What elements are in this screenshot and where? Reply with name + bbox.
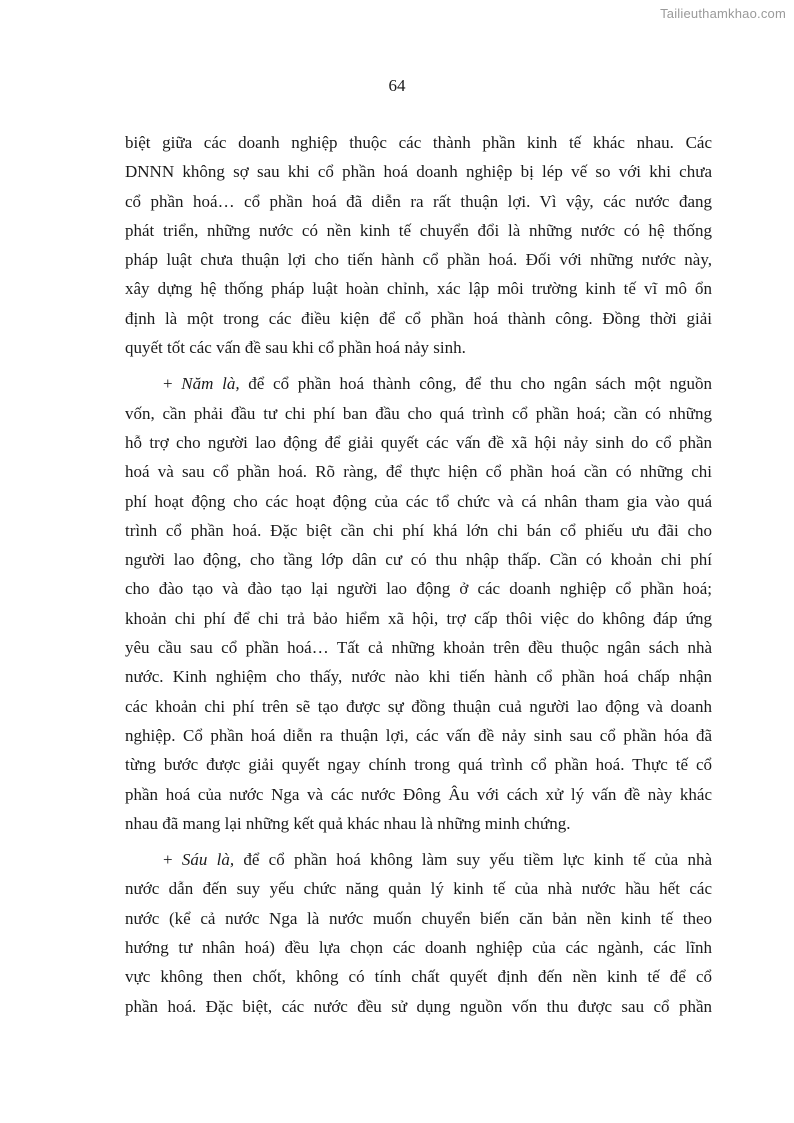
text-line: yêu cầu sau cổ phần hoá… Tất cả những khoản trên đều thuộc ngân sách nhà — [125, 638, 712, 658]
text-line: nước. Kinh nghiệm cho thấy, nước nào khi tiến hành cổ phần hoá chấp nhận — [125, 667, 712, 687]
text-line: hoá và sau cổ phần hoá. Rõ ràng, để thực hiện cổ phần hoá cần có những chi — [125, 462, 712, 482]
text-line: phần hoá. Đặc biệt, các nước đều sử dụng nguồn vốn thu được sau cổ phần — [125, 996, 712, 1016]
document-body — [125, 128, 712, 1021]
text-line: phần hoá của nước Nga và các nước Đông Âu với cách xử lý vấn đề này khác — [125, 784, 712, 804]
text-run: để cổ phần hoá thành công, để thu cho ngân sách một nguồn — [239, 374, 712, 394]
text-line — [125, 369, 712, 398]
text-line: hỗ trợ cho người lao động để giải quyết các vấn đề xã hội nảy sinh do cổ phần — [125, 432, 712, 452]
text-line: khoản chi phí để chi trả bảo hiểm xã hội, trợ cấp thôi việc do không đáp ứng — [125, 608, 712, 628]
paragraph-3 — [125, 845, 712, 1021]
text-line: quyết tốt các vấn đề sau khi cổ phần hoá nảy sinh. — [125, 338, 466, 358]
page-number: 64 — [388, 76, 406, 95]
text-line: phí hoạt động cho các hoạt động của các tổ chức và cá nhân tham gia vào quá — [125, 491, 712, 511]
text-line: định là một trong các điều kiện để cổ phần hoá thành công. Đồng thời giải — [125, 308, 712, 328]
paragraph-1 — [125, 128, 712, 362]
text-line: hướng tư nhân hoá) đều lựa chọn các doanh nghiệp của các ngành, các lĩnh — [125, 938, 712, 958]
text-line: xây dựng hệ thống pháp luật hoàn chỉnh, xác lập môi trường kinh tế vĩ mô ổn — [125, 279, 712, 299]
text-line: phát triển, những nước có nền kinh tế chuyển đổi là những nước có hệ thống — [125, 220, 712, 240]
text-line: trình cổ phần hoá. Đặc biệt cần chi phí khá lớn chi bán cổ phiếu ưu đãi cho — [125, 520, 712, 540]
paragraph-lead: Năm là, — [181, 374, 240, 394]
text-line: người lao động, cho tầng lớp dân cư có thu nhập thấp. Cần có khoản chi phí — [125, 550, 712, 570]
text-line: biệt giữa các doanh nghiệp thuộc các thành phần kinh tế khác nhau. Các — [125, 133, 712, 152]
text-line: từng bước được giải quyết ngay chính trong quá trình cổ phần hoá. Thực tế cổ — [125, 755, 712, 775]
text-line — [125, 845, 712, 874]
text-run: để cổ phần hoá không làm suy yếu tiềm lực kinh tế của nhà — [234, 850, 712, 870]
text-line: vực không then chốt, không có tính chất quyết định đến nền kinh tế để cổ — [125, 967, 712, 987]
text-line: nước (kể cả nước Nga là nước muốn chuyển biến căn bản nền kinh tế theo — [125, 908, 712, 928]
text-line: vốn, cần phải đầu tư chi phí ban đầu cho quá trình cổ phần hoá; cần có những — [125, 403, 712, 423]
text-line: nước dẫn đến suy yếu chức năng quản lý kinh tế của nhà nước hầu hết các — [125, 879, 712, 899]
bullet-marker: + — [163, 374, 182, 394]
paragraph-2 — [125, 369, 712, 838]
paragraph-lead: Sáu là, — [181, 850, 235, 870]
text-line: nhau đã mang lại những kết quả khác nhau là những minh chứng. — [125, 813, 571, 833]
text-line: cho đào tạo và đào tạo lại người lao động ở các doanh nghiệp cổ phần hoá; — [125, 579, 712, 599]
bullet-marker: + — [163, 850, 182, 870]
text-line: các khoản chi phí trên sẽ tạo được sự đồng thuận cuả người lao động và doanh — [125, 696, 712, 716]
text-line: cổ phần hoá… cổ phần hoá đã diễn ra rất thuận lợi. Vì vậy, các nước đang — [125, 191, 712, 211]
watermark: Tailieuthamkhao.com — [660, 6, 786, 21]
text-line: pháp luật chưa thuận lợi cho tiến hành cổ phần hoá. Đối với những nước này, — [125, 250, 712, 270]
text-line: nghiệp. Cổ phần hoá diễn ra thuận lợi, các vấn đề nảy sinh sau cổ phần hóa đã — [125, 725, 712, 745]
text-line: DNNN không sợ sau khi cổ phần hoá doanh nghiệp bị lép vế so với khi chưa — [125, 162, 712, 182]
